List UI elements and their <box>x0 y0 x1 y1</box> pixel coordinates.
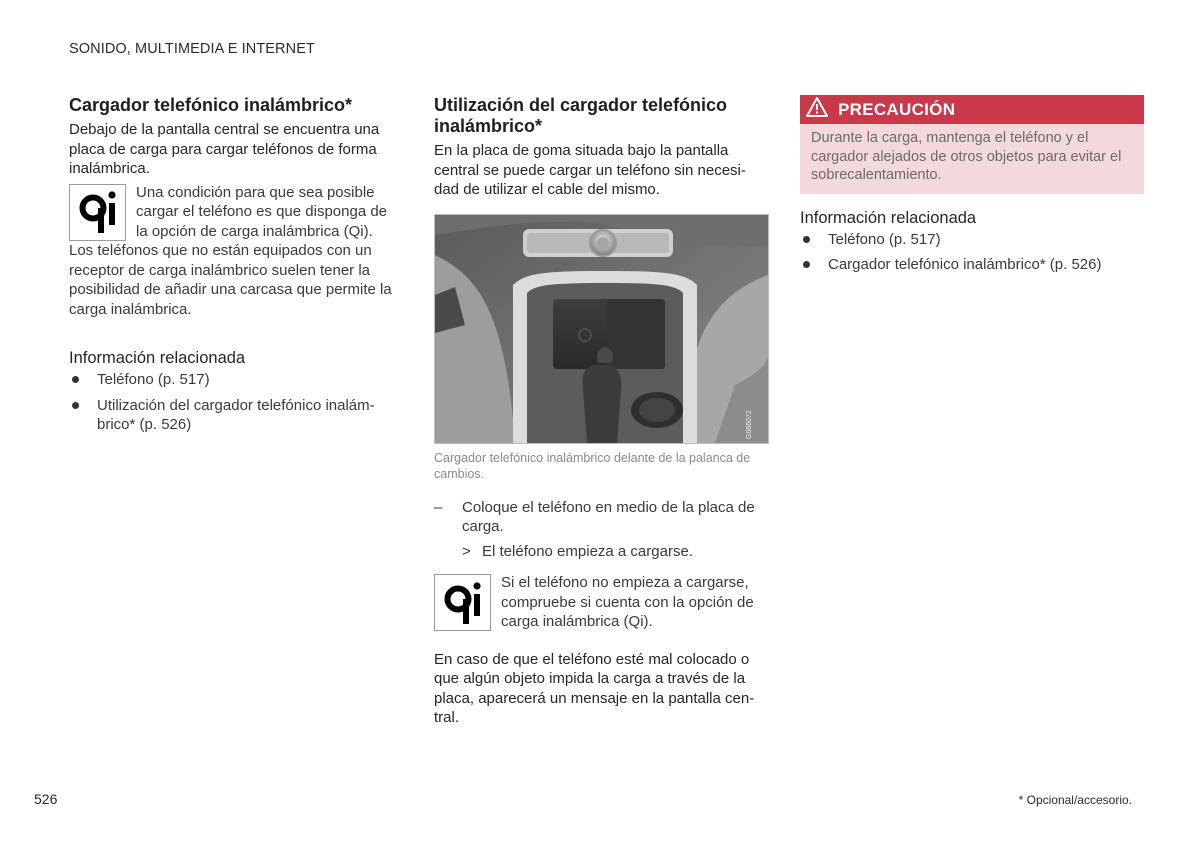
footer-note: * Opcional/accesorio. <box>1018 793 1132 807</box>
result-marker: > <box>462 542 471 560</box>
warning-icon <box>806 97 838 122</box>
step-result <box>434 542 769 562</box>
caution-box <box>800 95 1144 194</box>
caution-text: Durante la carga, mantenga el teléfono y el cargador alejados de otros objetos para evitar el sobrecalentamiento. <box>800 124 1144 194</box>
note-text: Si el teléfono no empieza a cargarse, compruebe si cuenta con la opción de carga inalámbrica (Qi). <box>501 574 754 630</box>
console-photo <box>434 214 769 444</box>
step-text: Coloque el teléfono en medio de la placa de carga. <box>462 498 755 535</box>
column-usage <box>434 95 769 728</box>
related-link[interactable]: Teléfono (p. 517) <box>69 370 393 390</box>
related-info-title: Información relacionada <box>69 349 246 367</box>
qi-note <box>434 573 769 632</box>
result-text: El teléfono empieza a cargarse. <box>482 542 693 560</box>
qi-icon <box>69 184 126 241</box>
qi-icon <box>434 574 491 631</box>
column-caution <box>800 95 1132 281</box>
related-link[interactable]: Cargador telefónico inalámbrico* (p. 526) <box>800 255 1132 275</box>
section-header: SONIDO, MULTIMEDIA E INTERNET <box>69 41 315 57</box>
page-number: 526 <box>34 791 58 807</box>
related-link[interactable]: Utilización del cargador telefónico inalám-brico* (p. 526) <box>69 396 387 435</box>
note-text: Una condición para que sea posible cargar el teléfono es que disponga de la opción de carga inalámbrica (Qi). Los teléfonos que no están equipados con un receptor de carga inalámbrico suelen tener la posibilidad de añadir una carcasa que permite la carga inalámbrica. <box>69 183 392 318</box>
step-marker: – <box>434 498 443 516</box>
section-title: Cargador telefónico inalámbrico* <box>69 95 353 115</box>
final-paragraph: En caso de que el teléfono esté mal colocado o que algún objeto impida la carga a través de la placa, aparecerá un mensaje en la pantalla cen-tral. <box>434 650 755 726</box>
photo-code: G066072 <box>746 409 753 439</box>
related-link[interactable]: Teléfono (p. 517) <box>800 230 1132 250</box>
section-title: Utilización del cargador telefónico inalámbrico* <box>434 95 728 136</box>
related-list <box>69 370 393 435</box>
caution-header <box>800 95 1144 124</box>
column-wireless-charger <box>69 95 393 441</box>
related-list <box>800 230 1132 275</box>
instruction-step <box>434 498 769 537</box>
photo-caption: Cargador telefónico inalámbrico delante de la palanca de cambios. <box>434 450 751 481</box>
qi-note <box>69 183 393 320</box>
caution-title: PRECAUCIÓN <box>838 99 956 119</box>
intro-text: Debajo de la pantalla central se encuentra una placa de carga para cargar teléfonos de forma inalámbrica. <box>69 121 380 177</box>
related-info-title: Información relacionada <box>800 208 977 227</box>
intro-text: En la placa de goma situada bajo la pantalla central se puede cargar un teléfono sin necesi-dad de utilizar el cable del mismo. <box>434 142 746 198</box>
